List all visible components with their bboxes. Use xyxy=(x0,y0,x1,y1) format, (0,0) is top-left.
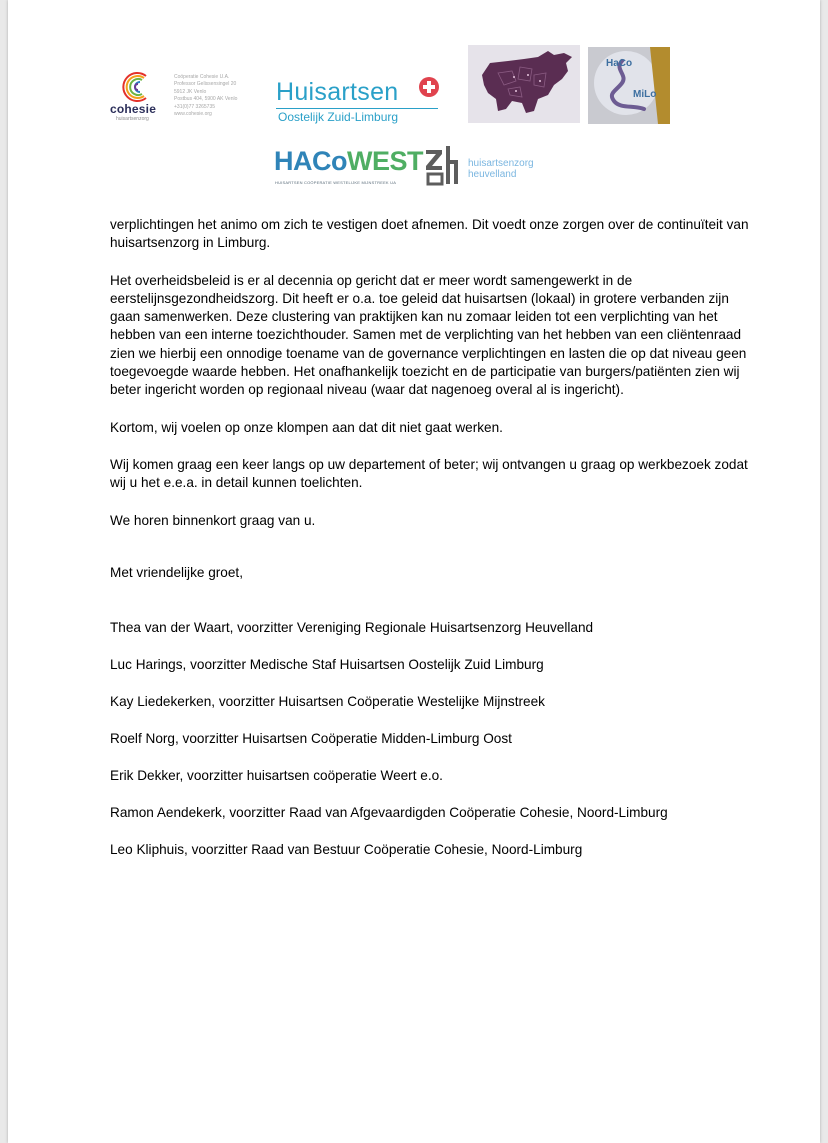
zh-line2: heuvelland xyxy=(468,169,517,180)
huisartsen-ozl-logo xyxy=(270,72,442,128)
address-line: 5912 JK Venlo xyxy=(174,88,207,95)
signatory-line: Thea van der Waart, voorzitter Vereniging Regionale Huisartsenzorg Heuvelland xyxy=(110,620,594,636)
milo-line1: HaCo xyxy=(606,58,633,69)
haco-part: HACo xyxy=(274,146,347,176)
cohesie-rainbow-icon xyxy=(116,68,156,104)
address-line: +31(0)77 3265735 xyxy=(174,103,216,110)
haco-west-subtitle: HUISARTSEN COÖPERATIE WESTELIJKE MIJNSTREEK UA xyxy=(275,180,397,185)
body-paragraph: Het overheidsbeleid is er al decennia op gericht dat er meer wordt samengewerkt in de eerstelijnsgezondheidszorg. Dit heeft er o.a. toe geleid dat huisartsen (lokaal) in grotere verbanden zijn gaan samenwerken. Deze clustering van praktijken kan nu zomaar leiden tot een verplichting van het hebben van een interne toezichthouder. Samen met de verplichting van het hebben van een cliëntenraad zien we hierbij een onnodige toename van de governance verplichtingen en lasten die op dat niveau geen toegevoegde waarde hebben. Het onafhankelijk toezicht en de participatie van burgers/patiënten zien wij beter ingericht worden op regionaal niveau (waar dat nagenoeg overal al is ingericht). xyxy=(110,272,747,398)
body-paragraph: verplichtingen het animo om zich te vestigen doet afnemen. Dit voedt onze zorgen over de continuïteit van huisartsenzorg in Limburg. xyxy=(110,217,749,251)
ozl-wordmark: Huisartsen xyxy=(276,78,399,106)
huisartsenzorg-heuvelland-logo xyxy=(422,144,542,188)
address-line: Professor Gelissensingel 20 xyxy=(174,81,237,88)
cohesie-address xyxy=(174,74,237,118)
address-line: Coöperatie Cohesie U.A. xyxy=(174,74,230,80)
signatory-line: Leo Kliphuis, voorzitter Raad van Bestuur Coöperatie Cohesie, Noord-Limburg xyxy=(110,841,583,857)
signatory-line: Ramon Aendekerk, voorzitter Raad van Afgevaardigden Coöperatie Cohesie, Noord-Limburg xyxy=(110,804,668,820)
address-line: Postbus 404, 5900 AK Venlo xyxy=(174,96,238,103)
cohesie-subtitle: huisartsenzorg xyxy=(116,116,149,122)
cohesie-wordmark: cohesie xyxy=(110,102,157,116)
signatory-line: Luc Harings, voorzitter Medische Staf Huisartsen Oostelijk Zuid Limburg xyxy=(110,657,544,673)
letter-body xyxy=(110,216,750,877)
milo-line2: MiLo xyxy=(633,89,657,100)
signatory-line: Roelf Norg, voorzitter Huisartsen Coöperatie Midden-Limburg Oost xyxy=(110,730,512,746)
closing-greeting: Met vriendelijke groet, xyxy=(110,564,243,580)
address-line: www.cohesie.org xyxy=(174,111,212,118)
body-paragraph: Kortom, wij voelen op onze klompen aan dat dit niet gaat werken. xyxy=(110,419,503,435)
medical-cross-icon xyxy=(418,76,440,98)
letter-page xyxy=(8,0,820,1143)
ozl-divider xyxy=(276,108,438,109)
ozl-subtitle: Oostelijk Zuid-Limburg xyxy=(278,110,399,124)
cohesie-logo xyxy=(102,66,242,126)
body-paragraph: Wij komen graag een keer langs op uw departement of beter; wij ontvangen u graag op werkbezoek zodat wij u het e.e.a. in detail kunnen toelichten. xyxy=(110,456,748,491)
west-part: WEST xyxy=(347,146,423,176)
haco-milo-logo xyxy=(588,47,670,124)
zh-monogram-icon xyxy=(422,144,464,186)
body-paragraph: We horen binnenkort graag van u. xyxy=(110,512,316,528)
signatory-line: Kay Liedekerken, voorzitter Huisartsen Coöperatie Westelijke Mijnstreek xyxy=(110,693,545,709)
zh-line1: huisartsenzorg xyxy=(468,158,534,169)
haco-west-wordmark xyxy=(274,146,423,177)
cow-map-logo xyxy=(468,45,580,123)
signatory-line: Erik Dekker, voorzitter huisartsen coöperatie Weert e.o. xyxy=(110,767,443,783)
cow-map-icon xyxy=(468,45,580,123)
haco-west-logo xyxy=(272,146,423,188)
